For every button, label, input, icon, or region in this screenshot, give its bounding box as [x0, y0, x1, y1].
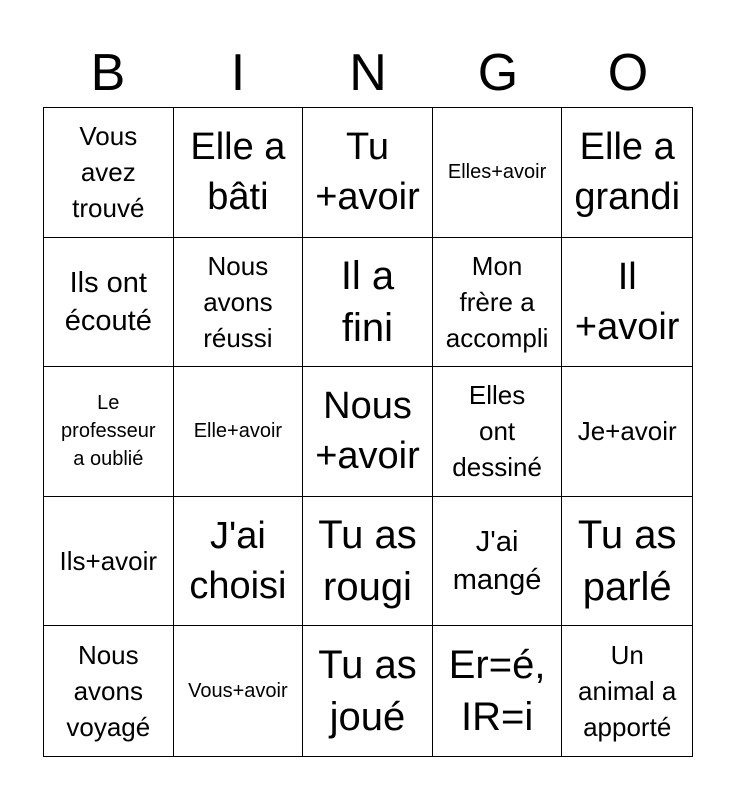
- bingo-cell[interactable]: [562, 626, 692, 756]
- bingo-cell[interactable]: [433, 108, 563, 238]
- bingo-cell[interactable]: [562, 108, 692, 238]
- cell-text: [452, 377, 542, 485]
- header-letter-n: N: [349, 44, 387, 102]
- bingo-cell[interactable]: [44, 367, 174, 497]
- cell-line: Tu as: [577, 513, 677, 558]
- cell-line: Le: [97, 392, 120, 415]
- cell-line: Elle+avoir: [193, 420, 283, 443]
- cell-line: écouté: [64, 304, 152, 337]
- cell-line: IR=i: [460, 695, 534, 740]
- cell-line: trouvé: [72, 193, 145, 224]
- cell-line: animal a: [578, 676, 677, 707]
- cell-text: [341, 250, 394, 354]
- bingo-cell[interactable]: [44, 497, 174, 627]
- bingo-cell[interactable]: [562, 367, 692, 497]
- cell-line: Tu: [346, 126, 389, 169]
- bingo-cell[interactable]: [44, 108, 174, 238]
- bingo-cell[interactable]: [433, 367, 563, 497]
- cell-line: voyagé: [66, 712, 151, 743]
- cell-text: [448, 158, 546, 186]
- cell-line: Nous: [323, 385, 412, 428]
- cell-line: J'ai: [209, 515, 266, 558]
- bingo-cell[interactable]: [174, 108, 304, 238]
- cell-text: [203, 248, 272, 356]
- cell-text: [575, 252, 680, 352]
- cell-line: Er=é,: [448, 643, 546, 688]
- cell-line: réussi: [203, 322, 273, 353]
- bingo-cell[interactable]: [303, 238, 433, 368]
- cell-text: [574, 122, 680, 222]
- bingo-cell[interactable]: [174, 497, 304, 627]
- cell-text: [453, 523, 542, 599]
- cell-line: avez: [80, 157, 136, 188]
- cell-text: [318, 509, 417, 613]
- cell-line: professeur: [61, 420, 156, 443]
- bingo-board: [43, 107, 693, 757]
- cell-line: +avoir: [315, 435, 420, 478]
- cell-text: [60, 543, 158, 579]
- cell-line: Nous: [77, 640, 139, 671]
- cell-text: [61, 389, 156, 473]
- cell-text: [578, 413, 677, 449]
- bingo-cell[interactable]: [562, 497, 692, 627]
- cell-line: fini: [341, 305, 394, 350]
- cell-text: [66, 637, 150, 745]
- cell-text: [189, 511, 286, 611]
- cell-line: Elle a: [190, 126, 286, 169]
- bingo-cell[interactable]: [44, 238, 174, 368]
- cell-line: Un: [610, 640, 644, 671]
- cell-line: Ils ont: [69, 266, 147, 299]
- cell-text: [65, 264, 152, 340]
- bingo-cell[interactable]: [562, 238, 692, 368]
- cell-line: rougi: [323, 565, 412, 610]
- cell-line: accompli: [445, 322, 549, 353]
- cell-text: [188, 677, 288, 705]
- cell-text: [315, 122, 420, 222]
- cell-line: joué: [329, 695, 406, 740]
- bingo-cell[interactable]: [303, 367, 433, 497]
- cell-line: Elles: [468, 380, 526, 411]
- bingo-header: [43, 40, 693, 106]
- bingo-cell[interactable]: [174, 367, 304, 497]
- cell-line: grandi: [574, 176, 681, 219]
- cell-line: Je+avoir: [577, 416, 677, 447]
- cell-line: Nous: [207, 250, 269, 281]
- cell-line: choisi: [189, 565, 287, 608]
- cell-line: Elles+avoir: [447, 161, 547, 184]
- header-letter-g: G: [477, 44, 519, 102]
- bingo-cell[interactable]: [303, 497, 433, 627]
- cell-line: a oublié: [73, 448, 144, 471]
- cell-text: [578, 509, 677, 613]
- bingo-cell[interactable]: [174, 626, 304, 756]
- bingo-cell[interactable]: [303, 626, 433, 756]
- cell-line: apporté: [583, 712, 672, 743]
- header-letter-b: B: [90, 44, 126, 102]
- bingo-cell[interactable]: [433, 626, 563, 756]
- cell-line: mangé: [452, 564, 542, 597]
- cell-line: Elle a: [579, 126, 675, 169]
- bingo-cell[interactable]: [433, 238, 563, 368]
- cell-line: Tu as: [318, 643, 417, 688]
- cell-line: +avoir: [574, 305, 680, 348]
- cell-line: avons: [73, 676, 143, 707]
- cell-line: parlé: [582, 565, 672, 610]
- cell-line: bâti: [207, 176, 269, 219]
- cell-line: Tu as: [318, 513, 417, 558]
- cell-line: Ils+avoir: [59, 546, 158, 577]
- cell-line: J'ai: [475, 526, 519, 559]
- bingo-cell[interactable]: [44, 626, 174, 756]
- cell-line: Vous: [79, 121, 138, 152]
- cell-text: [72, 118, 144, 226]
- cell-text: [190, 122, 285, 222]
- header-letter-i: I: [230, 44, 246, 102]
- header-letter-o: O: [607, 44, 649, 102]
- cell-line: Mon: [471, 250, 523, 281]
- cell-line: dessiné: [452, 452, 542, 483]
- cell-line: Il a: [340, 253, 395, 298]
- cell-line: frère a: [459, 286, 535, 317]
- cell-text: [446, 248, 549, 356]
- cell-text: [578, 637, 676, 745]
- bingo-cell[interactable]: [174, 238, 304, 368]
- cell-text: [449, 639, 546, 743]
- cell-line: Il: [617, 255, 637, 298]
- bingo-cell[interactable]: [433, 497, 563, 627]
- cell-line: ont: [479, 416, 516, 447]
- cell-line: avons: [203, 286, 273, 317]
- cell-line: +avoir: [315, 176, 420, 219]
- cell-line: Vous+avoir: [188, 680, 288, 703]
- cell-text: [318, 639, 417, 743]
- bingo-cell[interactable]: [303, 108, 433, 238]
- cell-text: [315, 381, 420, 481]
- cell-text: [194, 417, 282, 445]
